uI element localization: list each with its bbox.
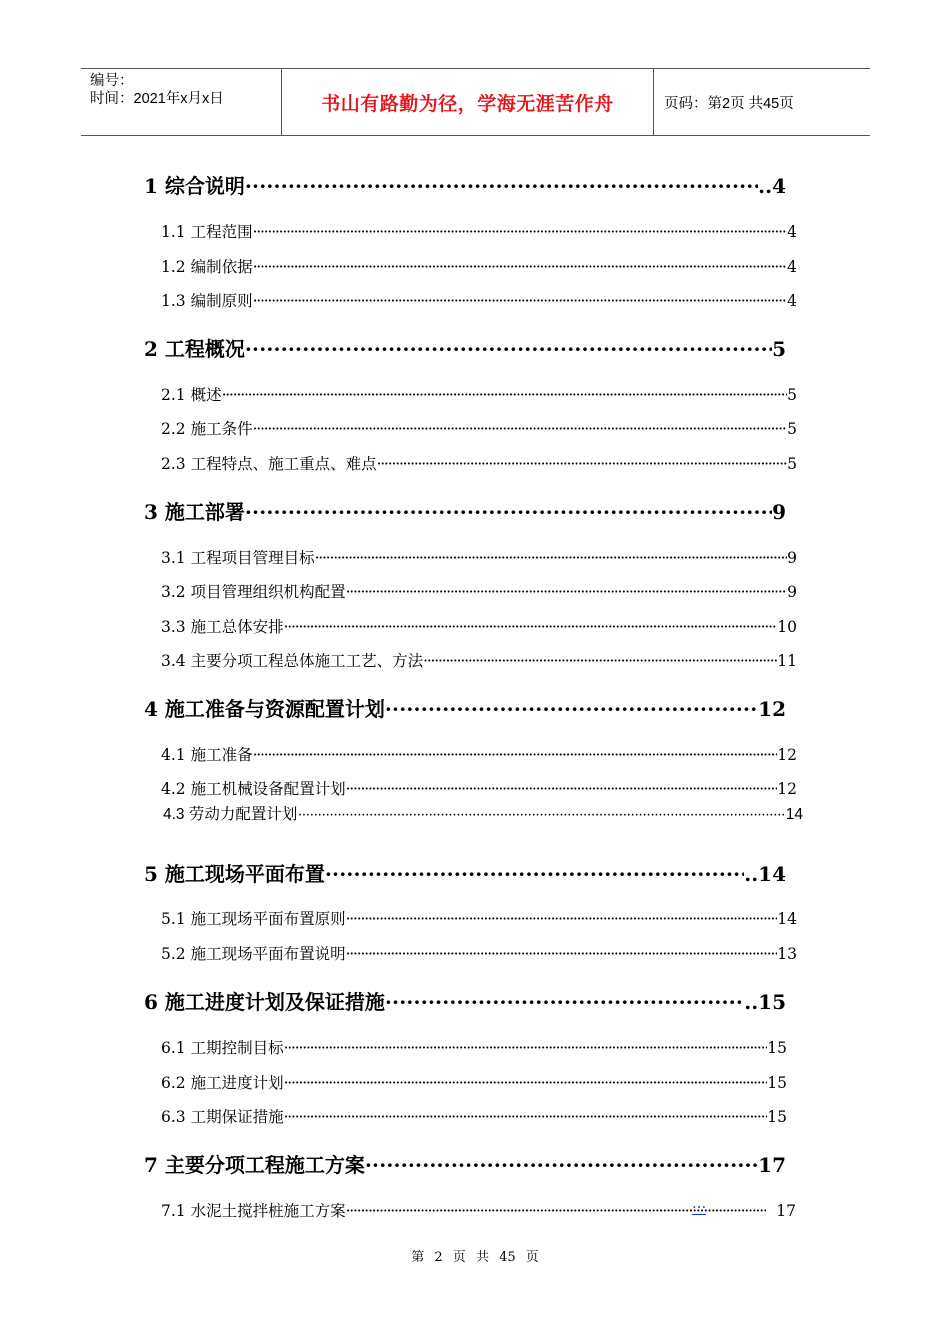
number-label: 编号： xyxy=(90,73,134,89)
toc-section-entry[interactable] xyxy=(161,546,797,568)
toc-entry-title: 5 施工现场平面布置 xyxy=(144,862,325,886)
page-footer xyxy=(0,1246,950,1265)
toc-entry-title: 4 施工准备与资源配置计划 xyxy=(144,697,385,721)
toc-entry-page: 5 xyxy=(787,455,797,473)
toc-entry-page: 15 xyxy=(767,1074,787,1092)
toc-entry-page: ..15 xyxy=(744,990,786,1014)
toc-entry-title: 6.3 工期保证措施 xyxy=(161,1108,284,1126)
toc-entry-title: 2.3 工程特点、施工重点、难点 xyxy=(161,455,377,473)
page-header xyxy=(81,68,870,136)
toc-entry-title: 1.1 工程范围 xyxy=(161,223,253,241)
toc-section-entry[interactable] xyxy=(161,777,797,799)
footer-part: 第 xyxy=(411,1250,425,1265)
toc-leader-dots xyxy=(346,910,778,928)
toc-entry-title: 6.2 施工进度计划 xyxy=(161,1074,284,1092)
toc-section-entry[interactable] xyxy=(161,1071,787,1093)
toc-leader-dots xyxy=(253,258,788,276)
toc-leader-dots xyxy=(385,697,758,721)
toc-entry-page: 15 xyxy=(767,1108,787,1126)
toc-leader-dots xyxy=(325,862,744,886)
time-label: 时间：2021年x月x日 xyxy=(90,91,224,107)
toc-entry-title: 3.3 施工总体安排 xyxy=(161,618,284,636)
toc-chapter-entry[interactable] xyxy=(144,693,786,722)
toc-leader-dots xyxy=(245,500,772,524)
toc-chapter-entry[interactable] xyxy=(144,170,786,199)
toc-entry-title: 2 工程概况 xyxy=(144,337,245,361)
toc-entry-title: 2.2 施工条件 xyxy=(161,420,253,438)
toc-section-entry[interactable] xyxy=(161,1036,787,1058)
toc-entry-page: 5 xyxy=(787,386,797,404)
toc-section-entry[interactable] xyxy=(161,907,797,929)
toc-entry-title: 1.3 编制原则 xyxy=(161,292,253,310)
toc-entry-page: 10 xyxy=(777,618,797,636)
toc-section-entry[interactable] xyxy=(161,417,797,439)
toc-entry-page: 5 xyxy=(772,337,786,361)
toc-entry-page: ..14 xyxy=(744,862,786,886)
toc-entry-page: 17 xyxy=(758,1153,786,1177)
toc-leader-dots xyxy=(253,420,788,438)
toc-section-entry[interactable] xyxy=(161,255,797,277)
toc-leader-dots xyxy=(284,1039,768,1057)
toc-entry-page: 13 xyxy=(777,945,797,963)
toc-leader-dots xyxy=(346,583,788,601)
toc-leader-dots xyxy=(253,292,788,310)
toc-leader-dots xyxy=(245,174,758,198)
toc-entry-page: 9 xyxy=(772,500,786,524)
toc-leader-dots xyxy=(346,945,778,963)
toc-leader-dots xyxy=(245,337,772,361)
toc-leader-dots xyxy=(385,990,744,1014)
toc-section-entry[interactable] xyxy=(161,289,797,311)
footer-part: 2 xyxy=(434,1250,443,1265)
toc-leader-dots xyxy=(284,1108,768,1126)
toc-chapter-entry[interactable] xyxy=(144,986,786,1015)
toc-section-entry[interactable] xyxy=(161,580,797,602)
toc-leader-dots xyxy=(365,1153,758,1177)
toc-entry-title: 3.4 主要分项工程总体施工工艺、方法 xyxy=(161,652,424,670)
toc-entry-title: 1 综合说明 xyxy=(144,174,245,198)
toc-entry-title: 2.1 概述 xyxy=(161,386,222,404)
toc-leader-dots xyxy=(297,806,785,824)
toc-entry-title: 3 施工部署 xyxy=(144,500,245,524)
toc-entry-page: 4 xyxy=(787,223,797,241)
toc-entry-page: 9 xyxy=(787,549,797,567)
toc-entry-page: 11 xyxy=(777,652,797,670)
toc-section-entry[interactable] xyxy=(161,452,797,474)
toc-leader-dots xyxy=(253,746,778,764)
footer-part: 共 xyxy=(475,1250,489,1265)
footer-part: 页 xyxy=(452,1250,466,1265)
toc-entry-title: 4.1 施工准备 xyxy=(161,746,253,764)
toc-entry-page: 12 xyxy=(758,697,786,721)
toc-entry-page: 12 xyxy=(777,746,797,764)
toc-entry-page: 12 xyxy=(777,780,797,798)
toc-entry-title: 7 主要分项工程施工方案 xyxy=(144,1153,365,1177)
toc-leader-dots xyxy=(284,1074,768,1092)
toc-entry-title: 1.2 编制依据 xyxy=(161,258,253,276)
toc-entry-title: 6.1 工期控制目标 xyxy=(161,1039,284,1057)
toc-chapter-entry[interactable] xyxy=(144,496,786,525)
toc-entry-title: 6 施工进度计划及保证措施 xyxy=(144,990,385,1014)
header-page-info: 页码：第2页 共45页 xyxy=(664,95,794,112)
toc-entry-title: 7.1 水泥土搅拌桩施工方案 xyxy=(161,1202,346,1220)
toc-leader-dots xyxy=(423,652,777,670)
toc-chapter-entry[interactable] xyxy=(144,333,786,362)
toc-section-entry[interactable] xyxy=(161,942,797,964)
toc-entry-page: 9 xyxy=(787,583,797,601)
toc-leader-dots xyxy=(284,618,778,636)
toc-leader-dots xyxy=(377,455,788,473)
toc-section-entry[interactable] xyxy=(161,649,797,671)
toc-entry-page: 14 xyxy=(777,910,797,928)
toc-entry-page: 4 xyxy=(787,258,797,276)
toc-entry-page: ..4 xyxy=(758,174,786,198)
toc-entry-title: 3.1 工程项目管理目标 xyxy=(161,549,315,567)
toc-entry-title: 5.1 施工现场平面布置原则 xyxy=(161,910,346,928)
toc-entry-page: 17 xyxy=(776,1202,796,1220)
toc-chapter-entry[interactable] xyxy=(144,1149,786,1178)
toc-leader-dots xyxy=(346,780,778,798)
toc-section-entry[interactable] xyxy=(163,802,803,824)
toc-entry-title: 4.2 施工机械设备配置计划 xyxy=(161,780,346,798)
header-meta xyxy=(81,69,282,135)
footer-part: 45 xyxy=(499,1250,516,1265)
toc-section-entry[interactable] xyxy=(161,615,797,637)
toc-section-entry[interactable] xyxy=(161,743,797,765)
toc-leader-dots xyxy=(315,549,788,567)
toc-leader-dots xyxy=(253,223,788,241)
hyperlink-mark[interactable]: ··· xyxy=(692,1198,707,1216)
toc-section-entry[interactable] xyxy=(161,383,797,405)
toc-entry-title: 5.2 施工现场平面布置说明 xyxy=(161,945,346,963)
toc-entry-title: 3.2 项目管理组织机构配置 xyxy=(161,583,346,601)
toc-entry-page: 15 xyxy=(767,1039,787,1057)
toc-entry-page: 14 xyxy=(785,806,803,823)
toc-entry-title: 4.3 劳动力配置计划 xyxy=(163,806,298,823)
toc-section-entry[interactable] xyxy=(161,1105,787,1127)
footer-part: 页 xyxy=(525,1250,539,1265)
toc-chapter-entry[interactable] xyxy=(144,858,786,887)
toc-entry-page: 5 xyxy=(787,420,797,438)
header-motto: 书山有路勤为径，学海无涯苦作舟 xyxy=(282,69,654,135)
toc-section-entry[interactable] xyxy=(161,220,797,242)
toc-entry-page: 4 xyxy=(787,292,797,310)
toc-leader-dots xyxy=(222,386,788,404)
